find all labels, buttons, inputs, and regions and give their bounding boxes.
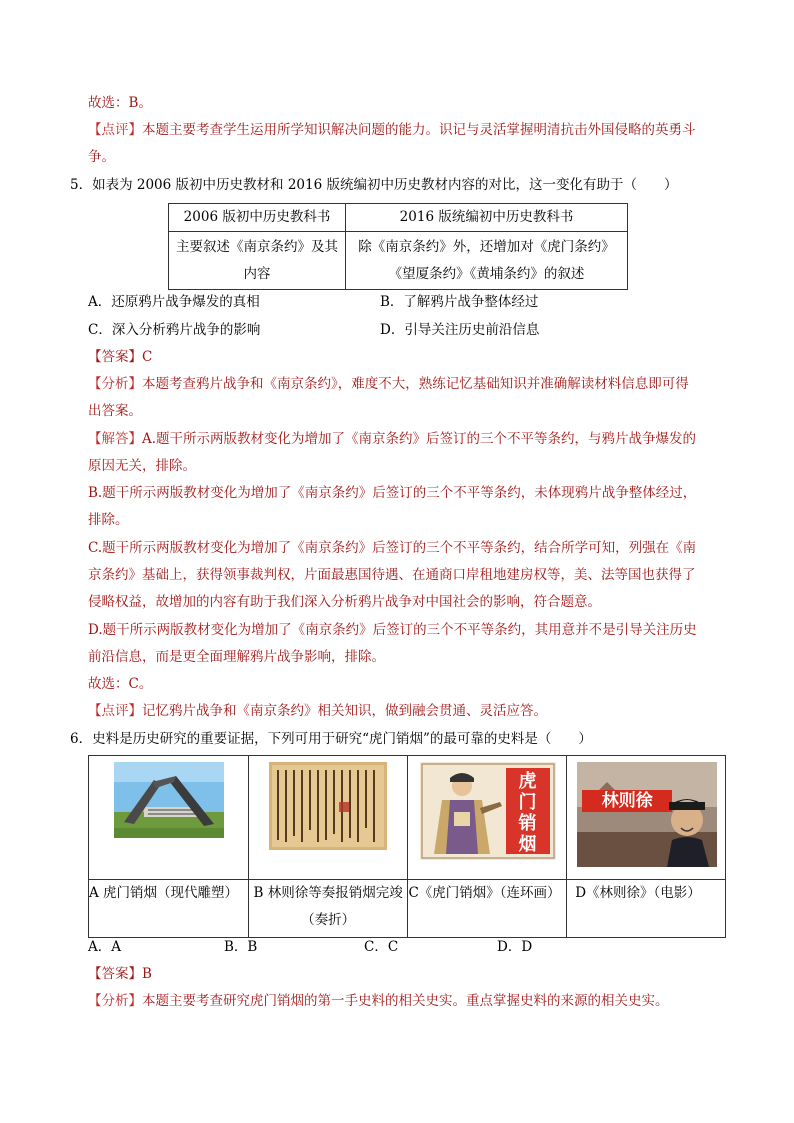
sculpture-image: [114, 762, 224, 838]
q5-table-header-2016: 2016 版统编初中历史教科书: [346, 204, 628, 232]
q6-caption-c: C《虎门销烟》（连环画）: [408, 880, 567, 938]
film-poster-image: [577, 762, 717, 867]
q6-caption-b-line1: B 林则徐等奏报销烟完竣: [253, 885, 403, 901]
q5-solution-a: [88, 429, 696, 449]
prev-comment-tag: 【点评】: [88, 122, 142, 138]
q6-analysis-text: 本题主要考查研究虎门销烟的第一手史料的相关史实。重点掌握史料的来源的相关史实。: [142, 993, 669, 1009]
q6-caption-d: D《林则徐》（电影）: [567, 880, 726, 938]
q6-option-b[interactable]: B．B: [224, 939, 258, 955]
q5-solution-c-1: C.题干所示两版教材变化为增加了《南京条约》后签订的三个不平等条约，结合所学可知，列强在《南: [88, 540, 697, 556]
q6-caption-b: [248, 880, 408, 938]
prev-comment: [88, 120, 696, 140]
q5-solution-b-2: 排除。: [88, 512, 129, 528]
q6-option-a[interactable]: A．A: [88, 939, 121, 955]
q5-table-cell-2016-line2: 《望厦条约》《黄埔条约》的叙述: [388, 265, 585, 282]
q6-stem: 6．史料是历史研究的重要证据，下列可用于研究“虎门销烟”的最可靠的史料是（ ）: [70, 731, 592, 747]
q5-option-d[interactable]: D．引导关注历史前沿信息: [380, 322, 540, 338]
q5-solution-a-1: A.题干所示两版教材变化为增加了《南京条约》后签订的三个不平等条约，与鸦片战争爆发的: [142, 431, 697, 447]
q6-caption-b-line2: （奏折）: [301, 912, 356, 928]
q5-solution-c-2: 京条约》基础上，获得领事裁判权，片面最惠国待遇、在通商口岸租地建房权等，美、法等国也获得了: [88, 567, 696, 583]
q6-sources-table: [88, 755, 726, 938]
q6-analysis: [88, 991, 669, 1011]
q6-answer: 【答案】B: [88, 966, 152, 982]
q5-comparison-table: [168, 203, 628, 290]
q6-cell-image-b: [248, 756, 408, 880]
q5-solution-tag: 【解答】: [88, 431, 142, 447]
q5-analysis: [88, 374, 689, 394]
q6-analysis-tag: 【分析】: [88, 993, 142, 1009]
q6-cell-image-a: [89, 756, 249, 880]
q5-comment-text: 记忆鸦片战争和《南京条约》相关知识，做到融会贯通、灵活应答。: [142, 703, 547, 719]
q5-table-cell-2006-line2: 内容: [243, 265, 271, 282]
q5-table-cell-2006: [169, 232, 346, 290]
q5-option-c[interactable]: C．深入分析鸦片战争的影响: [88, 322, 261, 338]
q5-option-b[interactable]: B．了解鸦片战争整体经过: [380, 294, 539, 310]
q6-caption-a: A 虎门销烟（现代雕塑）: [89, 880, 249, 938]
q5-solution-d-2: 前沿信息，而是更全面理解鸦片战争影响，排除。: [88, 649, 385, 665]
q6-option-d[interactable]: D．D: [497, 939, 533, 955]
q5-table-cell-2016-line1: 除《南京条约》外，还增加对《虎门条约》: [358, 238, 615, 255]
q5-solution-c-3: 侵略权益，故增加的内容有助于我们深入分析鸦片战争对中国社会的影响，符合题意。: [88, 594, 601, 610]
q5-solution-a-2: 原因无关，排除。: [88, 458, 196, 474]
film-title-text: 林则徐: [601, 791, 653, 811]
q6-cell-image-d: [567, 756, 726, 880]
q5-table-cell-2006-line1: 主要叙述《南京条约》及其: [176, 238, 338, 255]
q5-analysis-text-2: 出答案。: [88, 403, 142, 419]
prev-comment-text-2: 争。: [88, 149, 115, 165]
q5-answer: 【答案】C: [88, 349, 153, 365]
q5-option-a[interactable]: A．还原鸦片战争爆发的真相: [88, 294, 260, 310]
q5-comment: [88, 701, 547, 721]
q6-cell-image-c: [408, 756, 567, 880]
q5-stem: 5．如表为 2006 版初中历史教材和 2016 版统编初中历史教材内容的对比，这一变化有助于（ ）: [70, 177, 678, 193]
q6-option-c[interactable]: C．C: [364, 939, 399, 955]
comic-title-text: 虎门销烟: [518, 771, 537, 855]
prev-choice: 故选：B。: [88, 95, 152, 111]
memorial-manuscript-image: [269, 762, 387, 850]
q5-choice: 故选：C。: [88, 676, 153, 692]
q5-table-cell-2016: [346, 232, 628, 290]
q5-table-header-2006: 2006 版初中历史教科书: [169, 204, 346, 232]
q5-solution-b-1: B.题干所示两版教材变化为增加了《南京条约》后签订的三个不平等条约，未体现鸦片战争整体经过，: [88, 485, 697, 501]
q5-analysis-tag: 【分析】: [88, 376, 142, 392]
prev-comment-text-1: 本题主要考查学生运用所学知识解决问题的能力。识记与灵活掌握明清抗击外国侵略的英勇斗: [142, 122, 696, 138]
q5-comment-tag: 【点评】: [88, 703, 142, 719]
q5-solution-d-1: D.题干所示两版教材变化为增加了《南京条约》后签订的三个不平等条约，其用意并不是引导关注历史: [88, 622, 697, 638]
q5-analysis-text-1: 本题考查鸦片战争和《南京条约》，难度不大，熟练记忆基础知识并准确解读材料信息即可得: [142, 376, 689, 392]
